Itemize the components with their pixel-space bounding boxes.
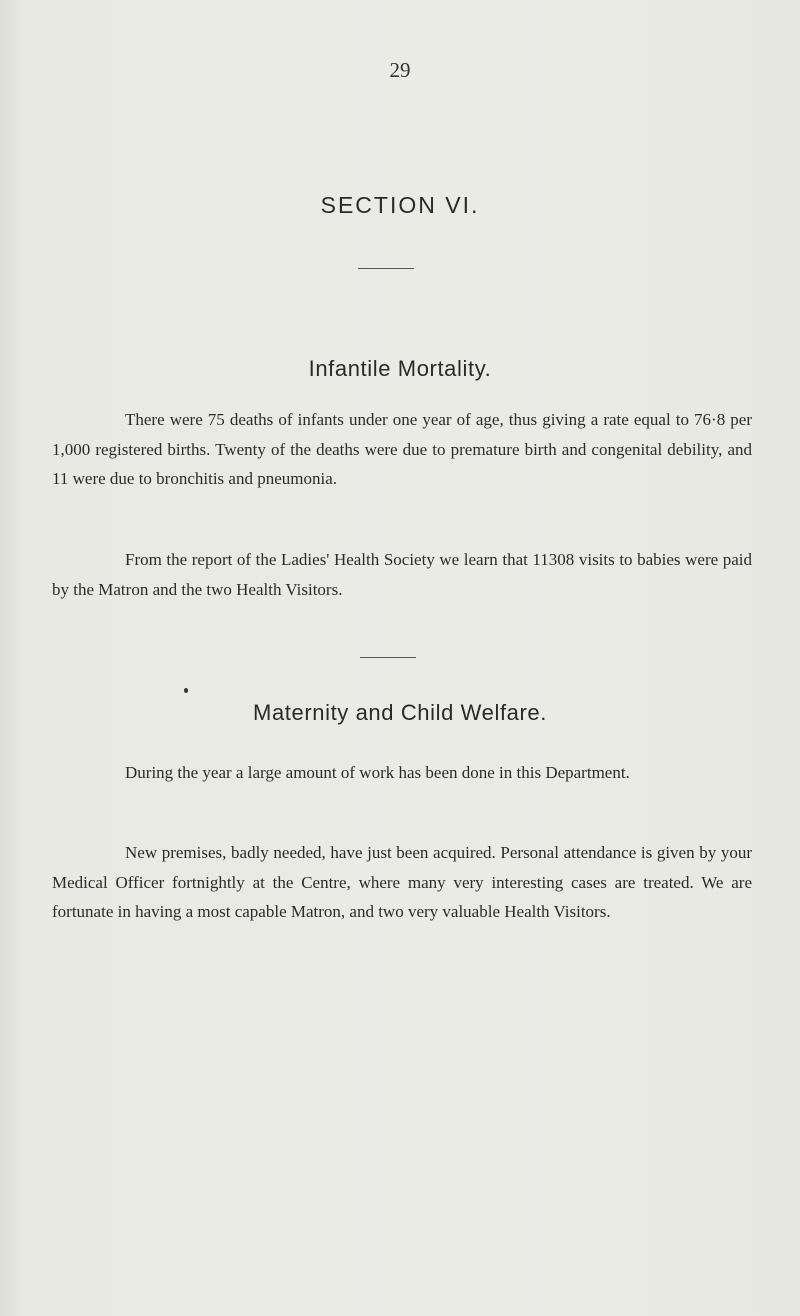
infantile-mortality-heading: Infantile Mortality. — [308, 356, 492, 381]
maternity-child-welfare-paragraph-2: New premises, badly needed, have just been acquired. Personal attendance is given by your Medical Officer fortnightly at the Centre, where many very interesting cases are treated. We are fortunate in having a most capable Matron, and two very valuable Health Visitors. — [52, 843, 752, 921]
maternity-child-welfare-paragraph-1: During the year a large amount of work has been done in this Department. — [125, 763, 630, 782]
maternity-child-welfare-heading: Maternity and Child Welfare. — [253, 700, 547, 725]
section-divider — [360, 657, 416, 658]
section-title: SECTION VI. — [320, 192, 480, 218]
section-divider — [358, 268, 414, 269]
ink-speck — [184, 688, 188, 693]
infantile-mortality-paragraph-2: From the report of the Ladies' Health Society we learn that 11308 visits to babies were paid by the Matron and the two Health Visitors. — [52, 550, 752, 599]
infantile-mortality-paragraph-1: There were 75 deaths of infants under one year of age, thus giving a rate equal to 76·8 per 1,000 registered births. Twenty of the deaths were due to premature birth and congenital debility, and 11 were due to bronchitis and pneumonia. — [52, 410, 752, 488]
page-number: 29 — [389, 58, 411, 82]
